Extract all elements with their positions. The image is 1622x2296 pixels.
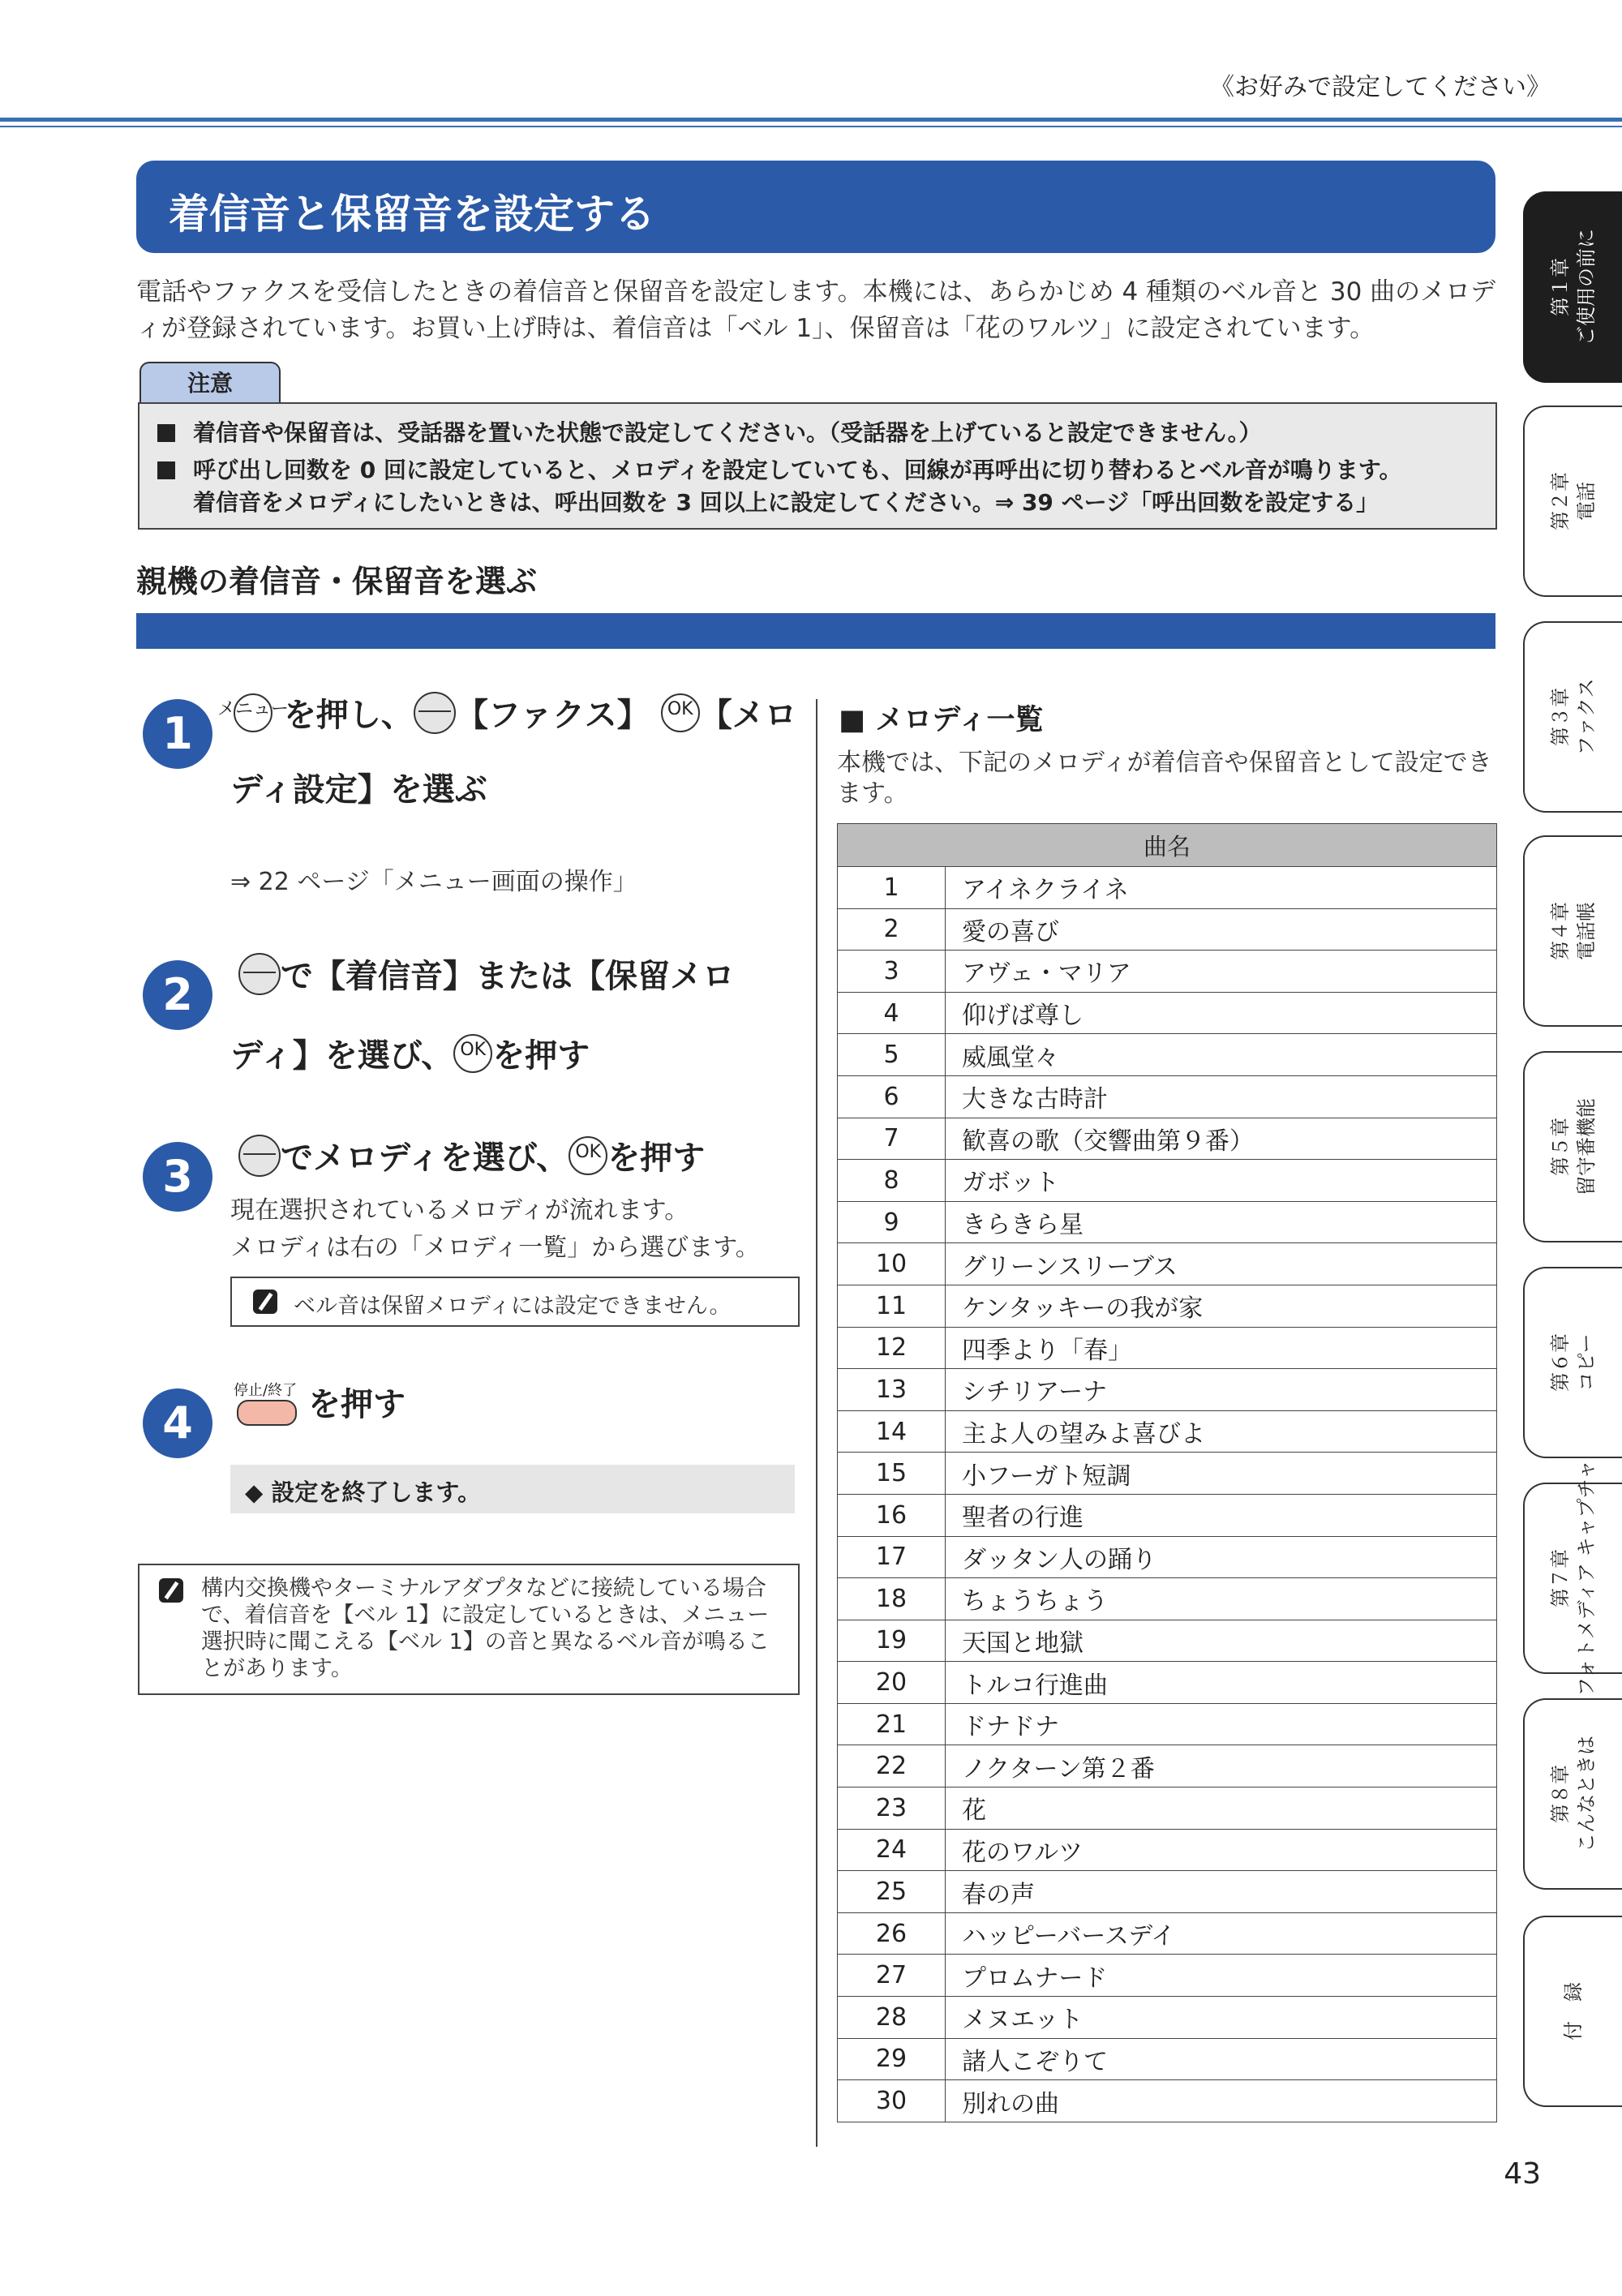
chapter-tab-9[interactable] bbox=[1523, 1916, 1622, 2107]
step-instruction-cont: ディ設定】を選ぶ bbox=[230, 771, 487, 809]
melody-title: 別れの曲 bbox=[946, 2080, 1497, 2122]
melody-title: 花のワルツ bbox=[946, 1829, 1497, 1871]
stop-exit-button-icon: 停止/終了 bbox=[234, 1379, 300, 1424]
column-divider bbox=[816, 699, 817, 2147]
table-row bbox=[838, 1494, 1497, 1536]
melody-title: 大きな古時計 bbox=[946, 1075, 1497, 1118]
chapter-tab-6[interactable] bbox=[1523, 1267, 1622, 1458]
table-row bbox=[838, 1243, 1497, 1285]
header-rule-thin bbox=[0, 126, 1622, 127]
table-row bbox=[838, 1912, 1497, 1955]
table-row bbox=[838, 1118, 1497, 1160]
chapter-tab-8[interactable] bbox=[1523, 1698, 1622, 1890]
melody-title: ハッピーバースデイ bbox=[946, 1912, 1497, 1955]
table-row bbox=[838, 1453, 1497, 1495]
melody-number: 24 bbox=[838, 1829, 946, 1871]
melody-title: シチリアーナ bbox=[946, 1369, 1497, 1411]
ok-button-icon: OK bbox=[453, 1034, 492, 1073]
chapter-number: 付 録 bbox=[1562, 1982, 1585, 2041]
table-row bbox=[838, 1997, 1497, 2039]
step-number: 4 bbox=[143, 1388, 212, 1458]
bottom-note: 構内交換機やターミナルアダプタなどに接続している場合 で、着信音を【ベル 1】に設定しているときは、メニュー 選択時に聞こえる【ベル 1】の音と異なるベル音が鳴るこ とがあります。 bbox=[138, 1564, 800, 1695]
melody-title: ガボット bbox=[946, 1160, 1497, 1202]
melody-number: 9 bbox=[838, 1201, 946, 1243]
caution-item: 呼び出し回数を 0 回に設定していると、メロディを設定していても、回線が再呼出に切り替わるとベル音が鳴ります。 bbox=[157, 454, 1402, 487]
melody-number: 22 bbox=[838, 1745, 946, 1787]
melody-number: 5 bbox=[838, 1034, 946, 1076]
chapter-number: 第８章 bbox=[1549, 1765, 1572, 1823]
chapter-number: 第３章 bbox=[1549, 688, 1572, 746]
melody-title: 天国と地獄 bbox=[946, 1620, 1497, 1662]
table-row bbox=[838, 1536, 1497, 1578]
table-row bbox=[838, 1201, 1497, 1243]
step-instruction-cont: ディ】を選び、 OK を押す bbox=[230, 1017, 590, 1095]
caution-label: 注意 bbox=[139, 362, 281, 404]
table-row bbox=[838, 1871, 1497, 1913]
melody-number: 26 bbox=[838, 1912, 946, 1955]
melody-title: 仰げば尊し bbox=[946, 992, 1497, 1034]
melody-table bbox=[837, 823, 1497, 2122]
melody-number: 11 bbox=[838, 1285, 946, 1327]
note-icon bbox=[253, 1290, 277, 1314]
melody-number: 28 bbox=[838, 1997, 946, 2039]
table-row bbox=[838, 1620, 1497, 1662]
step-instruction: で【着信音】または【保留メロ bbox=[238, 938, 735, 1015]
melody-title: グリーンスリーブス bbox=[946, 1243, 1497, 1285]
melody-title: 春の声 bbox=[946, 1871, 1497, 1913]
step-instruction: を押す bbox=[308, 1386, 406, 1423]
ok-button-icon: OK bbox=[569, 1136, 607, 1175]
chapter-number: 第６章 bbox=[1549, 1333, 1572, 1392]
chapter-tab-4[interactable] bbox=[1523, 835, 1622, 1027]
chapter-tab-5[interactable] bbox=[1523, 1051, 1622, 1242]
page-reference: ⇒ 22 ページ「メニュー画面の操作」 bbox=[230, 868, 637, 896]
section-bar bbox=[136, 613, 1495, 649]
melody-number: 20 bbox=[838, 1662, 946, 1704]
melody-title: ちょうちょう bbox=[946, 1578, 1497, 1620]
table-row bbox=[838, 1075, 1497, 1118]
chapter-number: 第４章 bbox=[1549, 902, 1572, 960]
melody-title: 花 bbox=[946, 1787, 1497, 1830]
navigation-key-icon bbox=[238, 953, 281, 995]
table-row bbox=[838, 1955, 1497, 1997]
table-row bbox=[838, 1703, 1497, 1745]
melody-number: 16 bbox=[838, 1494, 946, 1536]
running-header: 《お好みで設定してください》 bbox=[1210, 73, 1551, 101]
step-number: 1 bbox=[143, 699, 212, 769]
table-row bbox=[838, 1787, 1497, 1830]
header-rule bbox=[0, 118, 1622, 122]
table-row bbox=[838, 1829, 1497, 1871]
chapter-title: コピー bbox=[1575, 1333, 1598, 1392]
chapter-number: 第５章 bbox=[1549, 1118, 1572, 1176]
table-row bbox=[838, 1578, 1497, 1620]
note-icon bbox=[159, 1578, 183, 1603]
table-row bbox=[838, 1662, 1497, 1704]
table-row bbox=[838, 951, 1497, 993]
melody-title: トルコ行進曲 bbox=[946, 1662, 1497, 1704]
melody-number: 30 bbox=[838, 2080, 946, 2122]
navigation-key-icon bbox=[414, 692, 456, 734]
melody-heading: ■ メロディ一覧 bbox=[839, 704, 1044, 736]
chapter-title: 留守番機能 bbox=[1575, 1098, 1598, 1195]
melody-number: 27 bbox=[838, 1955, 946, 1997]
chapter-title: ご使用の前に bbox=[1575, 229, 1598, 345]
melody-number: 21 bbox=[838, 1703, 946, 1745]
melody-number: 8 bbox=[838, 1160, 946, 1202]
page-title: 着信音と保留音を設定する bbox=[169, 191, 655, 238]
melody-number: 15 bbox=[838, 1453, 946, 1495]
melody-number: 6 bbox=[838, 1075, 946, 1118]
table-row bbox=[838, 1160, 1497, 1202]
melody-title: 威風堂々 bbox=[946, 1034, 1497, 1076]
melody-title: 主よ人の望みよ喜びよ bbox=[946, 1410, 1497, 1453]
melody-number: 25 bbox=[838, 1871, 946, 1913]
chapter-number: 第１章 bbox=[1549, 258, 1572, 316]
melody-number: 14 bbox=[838, 1410, 946, 1453]
melody-number: 23 bbox=[838, 1787, 946, 1830]
melody-number: 17 bbox=[838, 1536, 946, 1578]
melody-title: ノクターン第２番 bbox=[946, 1745, 1497, 1787]
melody-title: ケンタッキーの我が家 bbox=[946, 1285, 1497, 1327]
melody-number: 1 bbox=[838, 867, 946, 909]
chapter-title: フォトメディア キャプチャ bbox=[1575, 1460, 1598, 1697]
section-subheading: 親機の着信音・保留音を選ぶ bbox=[136, 564, 538, 599]
melody-number: 3 bbox=[838, 951, 946, 993]
navigation-key-icon bbox=[238, 1135, 281, 1177]
melody-title: 四季より「春」 bbox=[946, 1327, 1497, 1369]
melody-title: 愛の喜び bbox=[946, 908, 1497, 951]
step-instruction: でメロディを選び、 OK を押す bbox=[238, 1119, 705, 1197]
step-number: 3 bbox=[143, 1142, 212, 1212]
table-row bbox=[838, 1034, 1497, 1076]
table-row bbox=[838, 2038, 1497, 2080]
chapter-title: 電話帳 bbox=[1575, 902, 1598, 960]
melody-title: プロムナード bbox=[946, 1955, 1497, 1997]
table-row bbox=[838, 1285, 1497, 1327]
melody-title: 諸人こぞりて bbox=[946, 2038, 1497, 2080]
step-number: 2 bbox=[143, 960, 212, 1030]
melody-title: 聖者の行進 bbox=[946, 1494, 1497, 1536]
table-row bbox=[838, 867, 1497, 909]
melody-description: 本機では、下記のメロディが着信音や保留音として設定でき ます。 bbox=[837, 749, 1492, 808]
table-header: 曲名 bbox=[838, 824, 1497, 867]
table-row bbox=[838, 1369, 1497, 1411]
melody-number: 2 bbox=[838, 908, 946, 951]
melody-number: 29 bbox=[838, 2038, 946, 2080]
intro-paragraph: 電話やファクスを受信したときの着信音と保留音を設定します。本機には、あらかじめ 4 種類のベル音と 30 曲のメロディが登録されています。お買い上げ時は、着信音は「ベル 1」、保留音は「花のワルツ」に設定されています。 bbox=[136, 277, 1496, 343]
melody-number: 12 bbox=[838, 1327, 946, 1369]
page-number: 43 bbox=[1504, 2157, 1541, 2191]
chapter-title: こんなときは bbox=[1575, 1736, 1598, 1852]
table-row bbox=[838, 1745, 1497, 1787]
table-row bbox=[838, 2080, 1497, 2122]
chapter-title: 電話 bbox=[1575, 482, 1598, 521]
step-description: 現在選択されているメロディが流れます。 メロディは右の「メロディ一覧」から選びます。 bbox=[230, 1196, 760, 1262]
chapter-number: 第７章 bbox=[1549, 1549, 1572, 1607]
table-row bbox=[838, 908, 1497, 951]
ok-button-icon: OK bbox=[661, 693, 700, 732]
table-row bbox=[838, 1327, 1497, 1369]
melody-number: 13 bbox=[838, 1369, 946, 1411]
melody-title: アヴェ・マリア bbox=[946, 951, 1497, 993]
melody-title: アイネクライネ bbox=[946, 867, 1497, 909]
melody-number: 19 bbox=[838, 1620, 946, 1662]
caution-item-continued: 着信音をメロディにしたいときは、呼出回数を 3 回以上に設定してください。⇒ 39 ページ「呼出回数を設定する」 bbox=[193, 489, 1380, 516]
step-result: ◆ 設定を終了します。 bbox=[230, 1465, 795, 1513]
chapter-number: 第２章 bbox=[1549, 472, 1572, 530]
table-row bbox=[838, 992, 1497, 1034]
melody-number: 4 bbox=[838, 992, 946, 1034]
step-instruction: メニュー を押し、 【ファクス】 OK 【メロ bbox=[234, 676, 797, 754]
table-row bbox=[838, 1410, 1497, 1453]
chapter-tab-3[interactable] bbox=[1523, 621, 1622, 813]
caution-item: 着信音や保留音は、受話器を置いた状態で設定してください。（受話器を上げていると設定できません。） bbox=[157, 417, 1262, 449]
caution-box bbox=[138, 402, 1497, 530]
step-note: ベル音は保留メロディには設定できません。 bbox=[230, 1277, 800, 1327]
melody-title: きらきら星 bbox=[946, 1201, 1497, 1243]
melody-number: 7 bbox=[838, 1118, 946, 1160]
chapter-tab-1[interactable] bbox=[1523, 191, 1622, 383]
melody-title: 小フーガト短調 bbox=[946, 1453, 1497, 1495]
chapter-title: ファクス bbox=[1575, 678, 1598, 756]
melody-title: メヌエット bbox=[946, 1997, 1497, 2039]
melody-number: 10 bbox=[838, 1243, 946, 1285]
chapter-tab-7[interactable] bbox=[1523, 1460, 1622, 1697]
melody-title: ダッタン人の踊り bbox=[946, 1536, 1497, 1578]
chapter-tab-2[interactable] bbox=[1523, 406, 1622, 597]
menu-button-icon: メニュー bbox=[234, 693, 272, 732]
melody-number: 18 bbox=[838, 1578, 946, 1620]
melody-title: ドナドナ bbox=[946, 1703, 1497, 1745]
melody-title: 歓喜の歌（交響曲第９番） bbox=[946, 1118, 1497, 1160]
